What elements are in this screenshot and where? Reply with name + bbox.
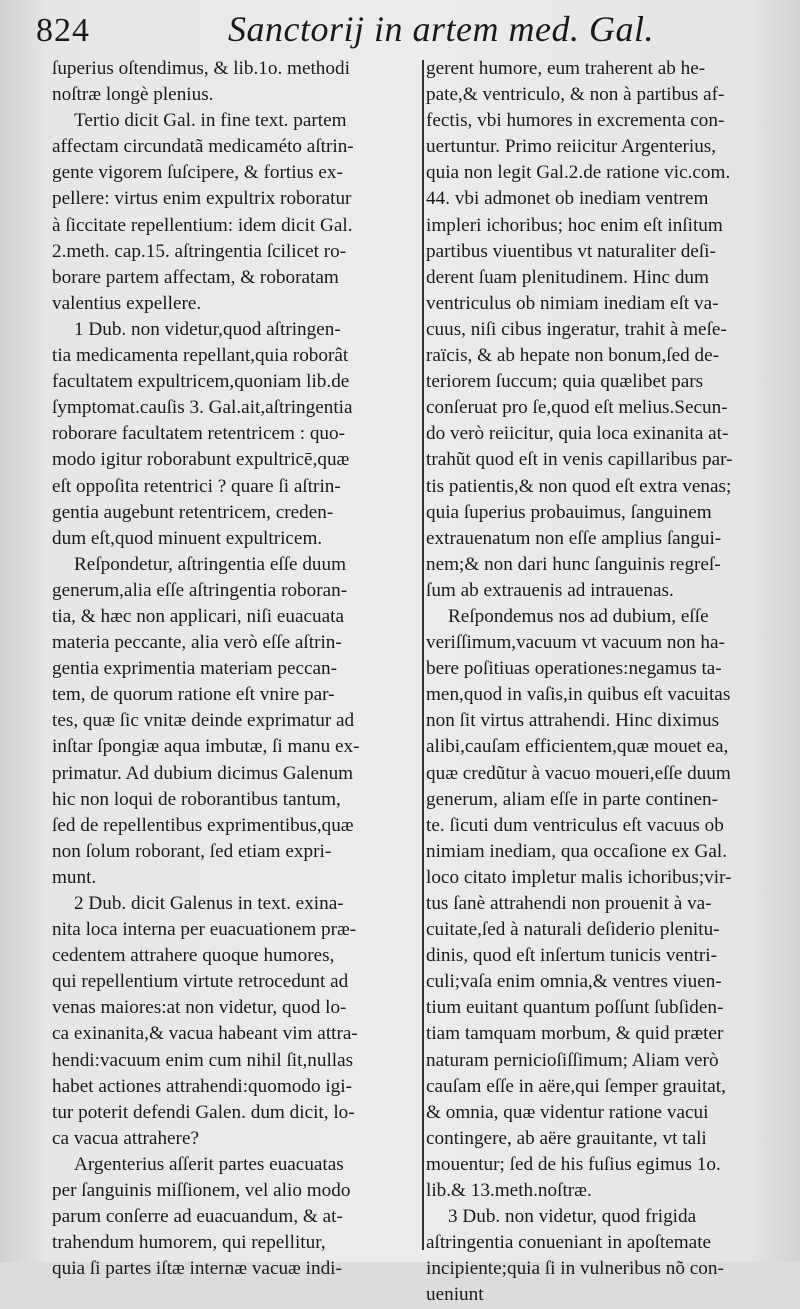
right-column-line: ventriculus ob nimiam inediam eſt va- [426,292,719,314]
left-column-line: munt. [52,866,97,888]
right-column-line: cuus, niſi cibus ingeratur, trahit à meſe- [426,318,727,340]
right-column-line: bere poſitiuas operationes:negamus ta- [426,658,722,680]
left-column-line: modo igitur roborabunt expultricē,quæ [52,449,350,471]
left-column-line: gentia exprimentia materiam peccan- [52,658,338,680]
left-column-line: eſt oppoſita retentrici ? quare ſi aſtrin- [52,475,341,497]
left-column-line: borare partem affectam, & roboratam [52,266,339,288]
right-column-line: raïcis, & ab hepate non bonum,ſed de- [426,345,720,367]
left-column-line: per ſanguinis miſſionem, vel alio modo [52,1180,351,1202]
left-column-line: 2.meth. cap.15. aſtringentia ſcilicet ro- [52,240,347,262]
left-column-line: trahendum humorem, qui repellitur, [52,1232,326,1254]
left-column [52,56,424,1282]
right-column-line: incipiente;quia ſi in vulneribus nõ con- [426,1258,724,1280]
left-column-line: ſed de repellentibus exprimentibus,quæ [52,814,354,836]
right-column-line: contingere, ab aëre grauitante, vt tali [426,1127,707,1149]
left-column-line: ſuperius oſtendimus, & lib.1o. methodi [52,58,350,79]
left-column-line: Argenterius aſſerit partes euacuatas [74,1153,344,1175]
right-column-line: culi;vaſa enim omnia,& ventres viuen- [426,971,722,993]
left-column-line: inſtar ſpongiæ aqua imbutæ, ſi manu ex- [52,736,360,758]
page-number: 824 [36,12,90,49]
left-column-line: primatur. Ad dubium dicimus Galenum [52,762,354,784]
left-column-line: hic non loqui de roborantibus tantum, [52,788,341,810]
right-column-line: conſeruat pro ſe,quod eſt melius.Secun- [426,397,728,419]
left-column-line: tes, quæ ſic vnitæ deinde exprimatur ad [52,710,355,732]
right-column-line: nimiam inediam, qua occaſione ex Gal. [426,840,728,862]
right-column-line: loco citato impletur malis ichoribus;vir- [426,866,732,888]
left-column-line: hendi:vacuum enim cum nihil ſit,nullas [52,1049,354,1071]
left-column-line: generum,alia eſſe aſtringentia roboran- [52,579,348,601]
column-divider [422,60,424,1250]
right-column-line: uertuntur. Primo reiicitur Argenterius, [426,136,717,158]
right-column-line: nem;& non dari hunc ſanguinis regreſ- [426,553,721,575]
left-column-line: parum conſerre ad euacuandum, & at- [52,1206,343,1228]
left-column-line: tia, & hæc non applicari, niſi euacuata [52,605,344,627]
left-column-line: gentia augebunt retentricem, creden- [52,501,334,523]
left-column-line: qui repellentium virtute retrocedunt ad [52,971,349,993]
right-column-line: generum, aliam eſſe in parte continen- [426,788,718,810]
left-column-line: à ſiccitate repellentium: idem dicit Gal. [52,214,353,236]
left-column-line: venas maiores:at non videtur, quod lo- [52,997,347,1019]
page-header [28,6,788,52]
right-column-line: quia ſuperius probauimus, ſanguinem [426,501,712,523]
left-column-line: non ſolum roborant, ſed etiam expri- [52,840,332,862]
right-column-line: quæ credũtur à vacuo moueri,eſſe duum [426,762,731,784]
right-column-line: tus ſanè attrahendi non prouenit à va- [426,893,712,914]
right-column-line: partibus viuentibus vt naturaliter deſi- [426,240,716,262]
right-column-line: te. ſicuti dum ventriculus eſt vacuus ob [426,814,724,836]
left-column-line: Reſpondetur, aſtringentia eſſe duum [74,553,347,575]
right-column-line: alibi,cauſam efficientem,quæ mouet ea, [426,736,729,758]
right-column-line: & omnia, quæ videntur ratione vacui [426,1101,709,1123]
left-column-line: facultatem expultricem,quoniam lib.de [52,371,350,393]
right-column-line: ſum ab extrauenis ad intrauenas. [426,579,674,601]
left-column-line: ſymptomat.cauſis 3. Gal.ait,aſtringentia [52,397,353,419]
right-column-line: teriorem ſuccum; quia quælibet pars [426,371,704,393]
right-column-line: 3 Dub. non videtur, quod frigida [448,1206,697,1228]
left-column-line: ca exinanita,& vacua habeant vim attra- [52,1023,358,1045]
right-column-line: Reſpondemus nos ad dubium, eſſe [448,605,709,627]
right-column-line: do verò reiicitur, quia loca exinanita at- [426,423,729,445]
left-column-line: roborare facultatem retentricem : quo- [52,423,345,445]
left-column-line: cedentem attrahere quoque humores, [52,945,335,967]
right-column-line: non ſit virtus attrahendi. Hinc diximus [426,710,720,732]
left-column-line: pellere: virtus enim expultrix roboratur [52,188,352,210]
right-column-line: cauſam eſſe in aëre,qui ſemper grauitat, [426,1075,726,1097]
left-column-line: gente vigorem ſuſcipere, & fortius ex- [52,162,343,184]
left-column-line: nita loca interna per euacuationem præ- [52,919,357,941]
left-column-line: tia medicamenta repellant,quia roborât [52,345,349,367]
left-column-line: materia peccante, alia verò eſſe aſtrin- [52,632,342,654]
left-column-line: habet actiones attrahendi:quomodo igi- [52,1075,352,1097]
right-column-line: derent ſuam plenitudinem. Hinc dum [426,266,709,288]
right-column-line: trahũt quod eſt in venis capillaribus par- [426,449,733,471]
left-column-line: noſtræ longè plenius. [52,84,214,106]
right-column-line: dinis, quod eſt inſertum tunicis ventri- [426,945,717,967]
right-column [426,56,798,1309]
left-column-line: tem, de quorum ratione eſt vnire par- [52,684,335,706]
right-column-line: impleri ichoribus; hoc enim eſt inſitum [426,214,723,236]
right-column-line: extrauenatum non eſſe amplius ſangui- [426,527,722,549]
left-column-line: Tertio dicit Gal. in fine text. partem [74,110,347,132]
right-column-line: lib.& 13.meth.noſtræ. [426,1180,592,1202]
text-columns [38,56,798,1306]
right-column-line: pate,& ventriculo, & non à partibus af- [426,84,725,106]
right-column-line: tium euitant quantum poſſunt ſubſiden- [426,997,724,1019]
right-column-line: cuitate,ſed à naturali deſiderio plenitu- [426,919,720,941]
right-column-line: men,quod in vaſis,in quibus eſt vacuitas [426,684,731,706]
right-column-line: tis patientis,& non quod eſt extra venas; [426,475,732,497]
left-column-line: ca vacua attrahere? [52,1127,199,1149]
right-column-line: aſtringentia conueniant in apoſtemate [426,1232,712,1254]
left-column-line: affectam circundatã medicaméto aſtrin- [52,136,354,158]
left-column-line: 2 Dub. dicit Galenus in text. exina- [74,893,344,914]
right-column-line: tiam tamquam morbum, & quid præter [426,1023,724,1045]
right-column-line: quia non legit Gal.2.de ratione vic.com. [426,162,731,184]
right-column-line: fectis, vbi humores in excrementa con- [426,110,725,132]
right-column-line: veriſſimum,vacuum vt vacuum non ha- [426,632,725,654]
running-title: Sanctorij in artem med. Gal. [228,9,654,49]
left-column-line: quia ſi partes iſtæ internæ vacuæ indi- [52,1258,342,1280]
right-column-line: naturam pernicioſiſſimum; Aliam verò [426,1049,719,1071]
left-column-line: valentius expellere. [52,292,202,314]
left-column-line: 1 Dub. non videtur,quod aſtringen- [74,318,341,340]
right-column-line: ueniunt [426,1284,484,1306]
right-column-line: 44. vbi admonet ob inediam ventrem [426,188,709,210]
left-column-line: tur poterit defendi Galen. dum dicit, lo- [52,1101,355,1123]
left-column-line: dum eſt,quod minuent expultricem. [52,527,323,549]
right-column-line: mouentur; ſed de his fuſius egimus 1o. [426,1153,721,1175]
right-column-line: gerent humore, eum traherent ab he- [426,58,706,79]
